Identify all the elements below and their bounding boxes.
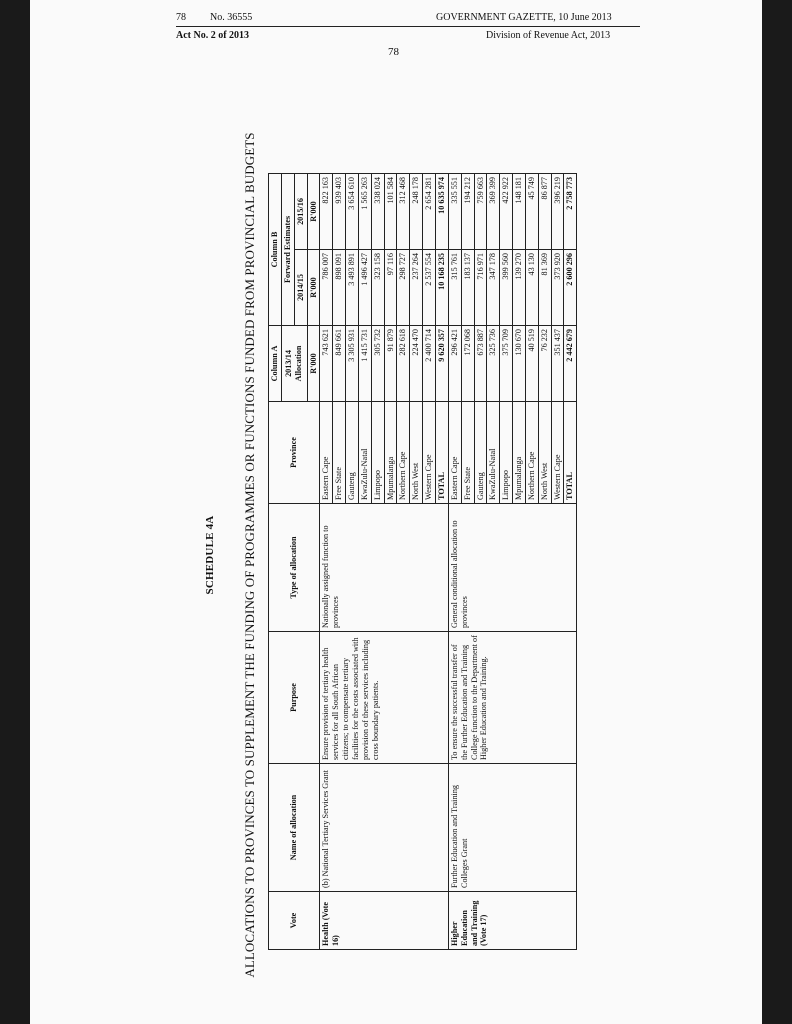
value-2014-15: 373 920: [551, 250, 564, 326]
value-2014-15: 1 496 427: [358, 250, 371, 326]
value-2015-16: 939 403: [333, 174, 346, 250]
value-2015-16: 312 468: [397, 174, 410, 250]
province-cell: Gauteng: [346, 402, 359, 504]
value-2013-14: 325 736: [487, 326, 500, 402]
province-cell: Free State: [333, 402, 346, 504]
allocation-body: [320, 174, 577, 950]
value-2015-16: 45 749: [525, 174, 538, 250]
value-2015-16: 2 758 773: [564, 174, 577, 250]
province-cell: Eastern Cape: [320, 402, 333, 504]
province-cell: North West: [410, 402, 423, 504]
table-row: [448, 174, 461, 950]
value-2014-15: 139 270: [513, 250, 526, 326]
value-2013-14: 3 305 931: [346, 326, 359, 402]
value-2015-16: 396 219: [551, 174, 564, 250]
value-2013-14: 282 618: [397, 326, 410, 402]
header-rule: [176, 26, 640, 27]
type-cell: General conditional allocation to provinces: [448, 504, 576, 632]
vote-cell: Higher Education and Training (Vote 17): [448, 892, 576, 950]
value-2014-15: 2 537 554: [423, 250, 436, 326]
value-2015-16: 1 565 263: [358, 174, 371, 250]
province-cell: Gauteng: [474, 402, 487, 504]
value-2014-15: 183 137: [461, 250, 474, 326]
value-2014-15: 81 369: [538, 250, 551, 326]
unit-b2: R'000: [307, 174, 320, 250]
value-2015-16: 148 181: [513, 174, 526, 250]
page-number: 78: [176, 12, 186, 23]
value-2014-15: 3 493 891: [346, 250, 359, 326]
purpose-cell: To ensure the successful transfer of the Further Education and Training College function to the Department of Higher Education and Training.: [448, 632, 576, 764]
allocation-label: Allocation: [294, 345, 304, 382]
value-2013-14: 130 670: [513, 326, 526, 402]
value-2013-14: 91 879: [384, 326, 397, 402]
value-2015-16: 2 654 281: [423, 174, 436, 250]
value-2014-15: 716 971: [474, 250, 487, 326]
value-2015-16: 822 163: [320, 174, 333, 250]
province-cell: Northern Cape: [397, 402, 410, 504]
value-2015-16: 101 584: [384, 174, 397, 250]
province-cell: Eastern Cape: [448, 402, 461, 504]
value-2013-14: 296 421: [448, 326, 461, 402]
value-2014-15: 237 264: [410, 250, 423, 326]
province-cell: TOTAL: [564, 402, 577, 504]
province-cell: Northern Cape: [525, 402, 538, 504]
header-year-b2: 2015/16: [294, 174, 307, 250]
value-2015-16: 3 654 610: [346, 174, 359, 250]
value-2014-15: 298 727: [397, 250, 410, 326]
province-cell: KwaZulu-Natal: [487, 402, 500, 504]
province-cell: Mpumalanga: [513, 402, 526, 504]
value-2014-15: 10 168 235: [435, 250, 448, 326]
header-purpose: Purpose: [269, 632, 320, 764]
value-2015-16: 335 551: [448, 174, 461, 250]
value-2014-15: 323 158: [371, 250, 384, 326]
province-cell: TOTAL: [435, 402, 448, 504]
value-2015-16: 422 922: [500, 174, 513, 250]
value-2013-14: 351 437: [551, 326, 564, 402]
value-2013-14: 2 400 714: [423, 326, 436, 402]
value-2014-15: 315 761: [448, 250, 461, 326]
province-cell: Free State: [461, 402, 474, 504]
value-2013-14: 1 415 731: [358, 326, 371, 402]
value-2014-15: 399 560: [500, 250, 513, 326]
table-row: [320, 174, 333, 950]
header-column-b: Column B: [269, 174, 282, 326]
header-year-a: [281, 326, 307, 402]
unit-a: R'000: [307, 326, 320, 402]
value-2013-14: 673 887: [474, 326, 487, 402]
header-year-b1: 2014/15: [294, 250, 307, 326]
value-2015-16: 248 178: [410, 174, 423, 250]
header-province: Province: [269, 402, 320, 504]
gazette-number: No. 36555: [210, 12, 253, 23]
province-cell: Limpopo: [500, 402, 513, 504]
value-2013-14: 9 620 357: [435, 326, 448, 402]
header-vote: Vote: [269, 892, 320, 950]
header-column-a: Column A: [269, 326, 282, 402]
type-cell: Nationally assigned function to provinces: [320, 504, 448, 632]
value-2013-14: 743 621: [320, 326, 333, 402]
value-2013-14: 40 519: [525, 326, 538, 402]
value-2014-15: 898 091: [333, 250, 346, 326]
value-2013-14: 305 732: [371, 326, 384, 402]
province-cell: Limpopo: [371, 402, 384, 504]
year-a-label: 2013/14: [284, 350, 294, 377]
value-2013-14: 224 470: [410, 326, 423, 402]
vote-cell: Health (Vote 16): [320, 892, 448, 950]
value-2015-16: 10 635 974: [435, 174, 448, 250]
schedule-subtitle: ALLOCATIONS TO PROVINCES TO SUPPLEMENT THE FUNDING OF PROGRAMMES OR FUNCTIONS FUNDED FROM PROVINCIAL BUDGETS: [242, 132, 257, 978]
header-type: Type of allocation: [269, 504, 320, 632]
gazette-page: [30, 0, 762, 1024]
value-2013-14: 76 232: [538, 326, 551, 402]
allocation-name-cell: (b) National Tertiary Services Grant: [320, 764, 448, 892]
value-2014-15: 97 116: [384, 250, 397, 326]
value-2014-15: 786 007: [320, 250, 333, 326]
act-title: Division of Revenue Act, 2013: [486, 30, 611, 41]
header-name: Name of allocation: [269, 764, 320, 892]
province-cell: North West: [538, 402, 551, 504]
value-2013-14: 375 709: [500, 326, 513, 402]
gazette-title: GOVERNMENT GAZETTE, 10 June 2013: [436, 12, 612, 23]
act-number: Act No. 2 of 2013: [176, 30, 250, 41]
value-2014-15: 2 600 296: [564, 250, 577, 326]
rotated-schedule: [198, 130, 618, 980]
province-cell: Mpumalanga: [384, 402, 397, 504]
header-forward: Forward Estimates: [281, 174, 294, 326]
allocation-name-cell: Further Education and Training Colleges Grant: [448, 764, 576, 892]
value-2014-15: 43 130: [525, 250, 538, 326]
value-2015-16: 338 024: [371, 174, 384, 250]
value-2013-14: 172 068: [461, 326, 474, 402]
province-cell: Western Cape: [551, 402, 564, 504]
province-cell: KwaZulu-Natal: [358, 402, 371, 504]
value-2014-15: 347 178: [487, 250, 500, 326]
page-center-number: 78: [388, 46, 399, 58]
value-2013-14: 2 442 679: [564, 326, 577, 402]
value-2015-16: 759 663: [474, 174, 487, 250]
province-cell: Western Cape: [423, 402, 436, 504]
value-2013-14: 849 661: [333, 326, 346, 402]
allocation-table: [268, 173, 577, 950]
unit-b1: R'000: [307, 250, 320, 326]
schedule-title: SCHEDULE 4A: [204, 515, 216, 595]
value-2015-16: 86 877: [538, 174, 551, 250]
value-2015-16: 369 399: [487, 174, 500, 250]
purpose-cell: Ensure provision of tertiary health services for all South African citizens; to compensate tertiary facilities for the costs associated with provision of these services including cross boundary patients.: [320, 632, 448, 764]
value-2015-16: 194 212: [461, 174, 474, 250]
